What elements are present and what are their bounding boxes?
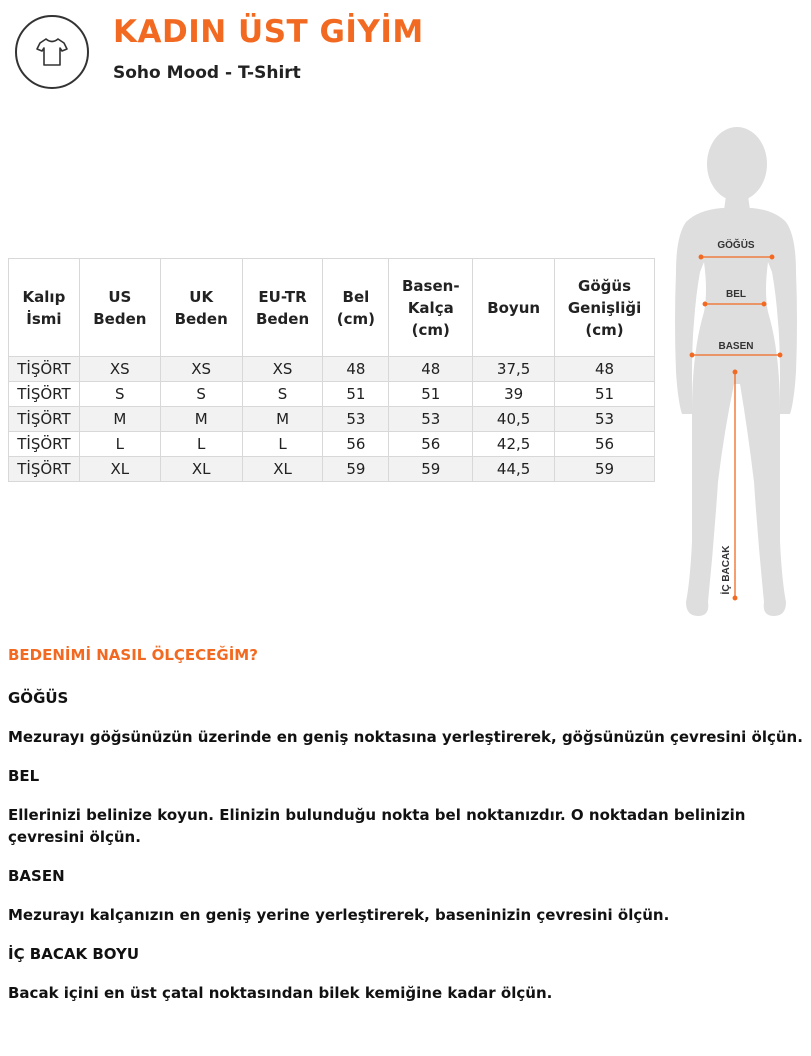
column-header-line: Göğüs xyxy=(578,276,632,295)
table-cell: 53 xyxy=(555,407,655,432)
table-cell: TİŞÖRT xyxy=(9,382,80,407)
guide-heading: BEL xyxy=(8,767,40,785)
column-header-line: Beden xyxy=(255,309,310,328)
guide-text: Mezurayı kalçanızın en geniş yerine yerleştirerek, baseninizin çevresini ölçün. xyxy=(8,906,670,924)
table-cell: 59 xyxy=(323,457,389,482)
column-header xyxy=(555,259,655,357)
column-header-line: (cm) xyxy=(585,320,624,339)
table-row xyxy=(9,457,655,482)
column-header xyxy=(323,259,389,357)
tshirt-icon-badge xyxy=(15,15,89,89)
column-header-line: Basen- xyxy=(401,276,460,295)
column-header-line: Genişliği xyxy=(567,298,642,317)
waist-label: BEL xyxy=(726,289,746,300)
guide-sections xyxy=(8,683,804,1004)
table-cell: M xyxy=(242,407,323,432)
table-row xyxy=(9,382,655,407)
table-cell: L xyxy=(160,432,242,457)
table-cell: XS xyxy=(242,357,323,382)
table-row xyxy=(9,357,655,382)
column-header-line: Kalıp xyxy=(22,287,66,306)
product-name: Soho Mood - T-Shirt xyxy=(113,63,301,83)
column-header xyxy=(242,259,323,357)
column-header-line: (cm) xyxy=(336,309,376,328)
column-header-line: US xyxy=(108,287,132,306)
column-header-line: (cm) xyxy=(411,320,450,339)
guide-text: Mezurayı göğsünüzün üzerinde en geniş noktasına yerleştirerek, göğsünüzün çevresini ölçün. xyxy=(8,728,803,746)
table-cell: TİŞÖRT xyxy=(9,357,80,382)
table-cell: 39 xyxy=(473,382,555,407)
column-header-line: Bel xyxy=(342,287,370,306)
guide-title: BEDENİMİ NASIL ÖLÇECEĞİM? xyxy=(8,646,258,664)
table-cell: 40,5 xyxy=(473,407,555,432)
table-cell: 56 xyxy=(389,432,473,457)
column-header-line: Beden xyxy=(174,309,228,328)
measurement-guide xyxy=(8,640,804,1004)
guide-heading: BASEN xyxy=(8,867,65,885)
table-cell: S xyxy=(160,382,242,407)
column-header xyxy=(389,259,473,357)
table-row xyxy=(9,407,655,432)
table-cell: S xyxy=(242,382,323,407)
column-header xyxy=(9,259,80,357)
guide-heading: İÇ BACAK BOYU xyxy=(8,945,140,963)
column-header xyxy=(160,259,242,357)
table-cell: 51 xyxy=(555,382,655,407)
chest-label: GÖĞÜS xyxy=(717,240,755,251)
table-cell: XS xyxy=(160,357,242,382)
table-cell: 48 xyxy=(389,357,473,382)
column-header-line: EU-TR xyxy=(258,287,307,306)
table-cell: 51 xyxy=(389,382,473,407)
table-cell: M xyxy=(160,407,242,432)
table-cell: 48 xyxy=(323,357,389,382)
column-header-line: UK xyxy=(189,287,214,306)
table-cell: 56 xyxy=(555,432,655,457)
table-header-row xyxy=(9,259,655,357)
table-body xyxy=(9,357,655,482)
table-cell: 59 xyxy=(555,457,655,482)
table-cell: 48 xyxy=(555,357,655,382)
table-cell: TİŞÖRT xyxy=(9,432,80,457)
table-cell: TİŞÖRT xyxy=(9,407,80,432)
table-cell: S xyxy=(79,382,160,407)
table-cell: 59 xyxy=(389,457,473,482)
page-title: KADIN ÜST GİYİM xyxy=(113,14,424,50)
hip-label: BASEN xyxy=(718,341,754,352)
table-cell: XL xyxy=(160,457,242,482)
guide-text: Bacak içini en üst çatal noktasından bilek kemiğine kadar ölçün. xyxy=(8,984,553,1002)
body-measurement-figure xyxy=(668,122,808,622)
column-header xyxy=(79,259,160,357)
table-cell: 51 xyxy=(323,382,389,407)
table-cell: 37,5 xyxy=(473,357,555,382)
table-cell: 44,5 xyxy=(473,457,555,482)
tshirt-icon xyxy=(34,34,70,70)
table-cell: XS xyxy=(79,357,160,382)
table-cell: 53 xyxy=(389,407,473,432)
table-cell: L xyxy=(242,432,323,457)
table-cell: 42,5 xyxy=(473,432,555,457)
guide-text: Ellerinizi belinize koyun. Elinizin bulunduğu nokta bel noktanızdır. O noktadan belinizin çevresini ölçün. xyxy=(8,806,746,846)
size-chart-table xyxy=(8,258,655,482)
column-header-line: İsmi xyxy=(26,309,62,328)
table-cell: L xyxy=(79,432,160,457)
inseam-label: İÇ BACAK xyxy=(721,545,732,595)
column-header-line: Kalça xyxy=(407,298,454,317)
table-cell: XL xyxy=(79,457,160,482)
table-cell: 53 xyxy=(323,407,389,432)
column-header-line: Boyun xyxy=(487,298,541,317)
table-cell: 56 xyxy=(323,432,389,457)
guide-heading: GÖĞÜS xyxy=(8,689,69,707)
table-row xyxy=(9,432,655,457)
column-header-line: Beden xyxy=(93,309,147,328)
table-cell: M xyxy=(79,407,160,432)
table-cell: XL xyxy=(242,457,323,482)
column-header xyxy=(473,259,555,357)
table-cell: TİŞÖRT xyxy=(9,457,80,482)
